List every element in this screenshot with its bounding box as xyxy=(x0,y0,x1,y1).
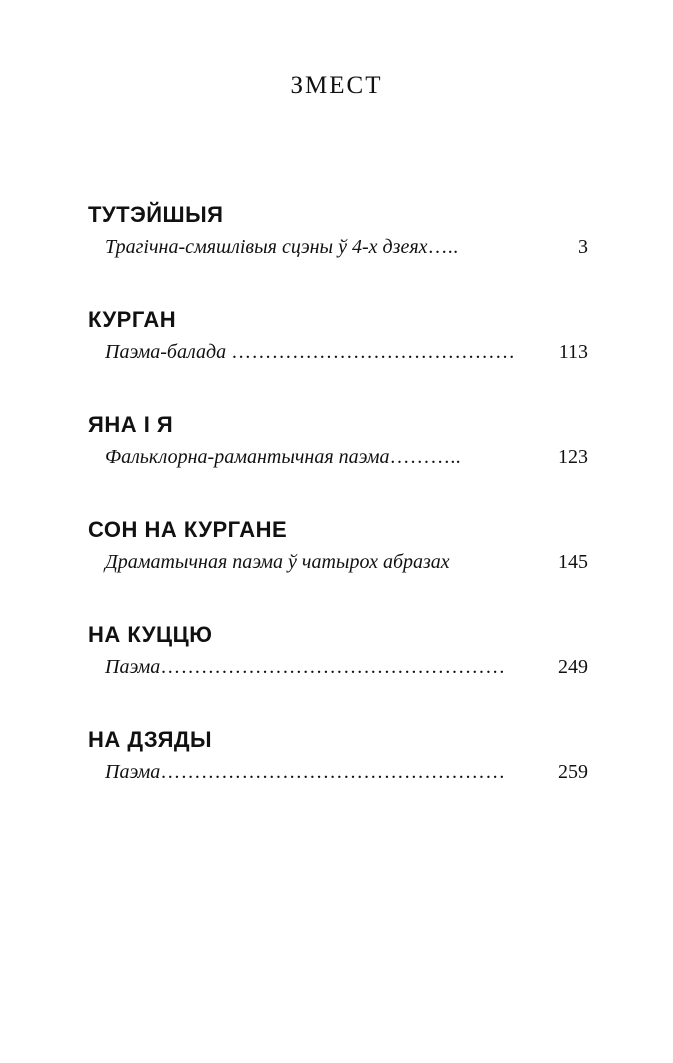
page-number: 145 xyxy=(554,550,588,574)
entry-subtitle: Трагічна-смяшлівыя сцэны ў 4-х дзеях xyxy=(105,236,428,258)
entry-title: КУРГАН xyxy=(88,307,177,332)
page-number: 3 xyxy=(574,235,588,259)
entry-line xyxy=(105,445,588,469)
entry-title: НА КУЦЦЮ xyxy=(88,622,213,647)
entry-subtitle: Фальклорна-рамантычная паэма xyxy=(105,446,390,468)
page-number: 123 xyxy=(554,445,588,469)
dot-leader: ….. xyxy=(427,236,459,258)
toc-entry xyxy=(88,517,588,574)
entry-subtitle: Паэма-балада xyxy=(105,341,227,363)
entry-line xyxy=(105,655,588,679)
entry-title: ЯНА І Я xyxy=(88,412,174,437)
entry-title: ТУТЭЙШЫЯ xyxy=(88,202,224,227)
page-number: 259 xyxy=(554,760,588,784)
entry-title: СОН НА КУРГАНЕ xyxy=(88,517,288,542)
entry-subtitle: Драматычная паэма ў чатырох абразах xyxy=(105,551,450,573)
dot-leader: …………………………………………… xyxy=(160,656,506,678)
entry-title: НА ДЗЯДЫ xyxy=(88,727,213,752)
entry-subtitle: Паэма xyxy=(105,656,161,678)
dot-leader: …………………………………… xyxy=(231,341,516,363)
entry-line xyxy=(105,760,588,784)
toc-entry xyxy=(88,307,588,364)
page-number: 113 xyxy=(555,340,588,364)
toc-entry xyxy=(88,202,588,259)
entry-subtitle: Паэма xyxy=(105,761,161,783)
dot-leader: ……….. xyxy=(389,446,461,468)
page-number: 249 xyxy=(554,655,588,679)
entry-line xyxy=(105,550,588,574)
toc-entry xyxy=(88,727,588,784)
entry-line xyxy=(105,235,588,259)
entry-line xyxy=(105,340,588,364)
dot-leader: …………………………………………… xyxy=(160,761,506,783)
toc-entry xyxy=(88,412,588,469)
toc-entry xyxy=(88,622,588,679)
page-title: ЗМЕСТ xyxy=(290,72,383,99)
